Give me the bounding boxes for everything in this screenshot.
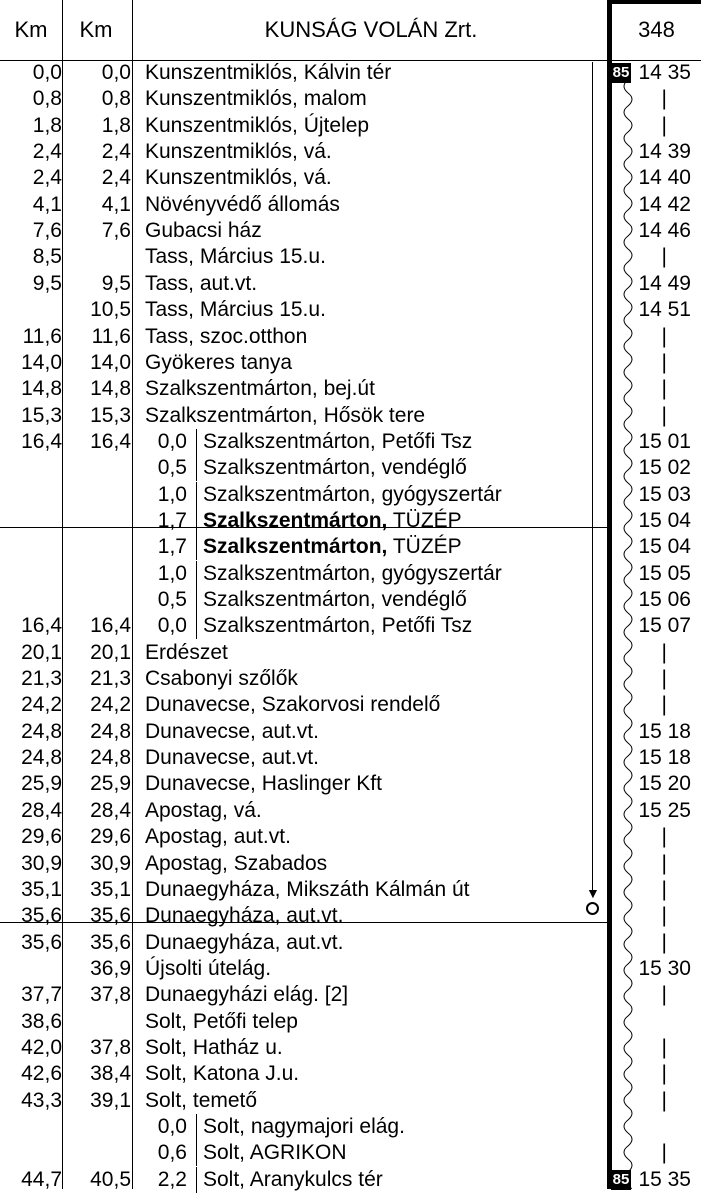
stop-row <box>0 482 610 508</box>
stop-departure-time: 15 20 <box>638 772 691 795</box>
km1-header: Km <box>14 17 48 42</box>
stop-row <box>0 930 610 956</box>
stop-km-branch: 0,5 <box>157 456 187 479</box>
stop-km-branch: 1,0 <box>157 483 187 506</box>
stop-name: Dunaegyházi elág. [2] <box>145 983 349 1006</box>
stop-name: Solt, Hatház u. <box>145 1036 283 1059</box>
stop-km-primary: 14,8 <box>21 377 62 400</box>
stop-km-secondary: 28,4 <box>90 799 131 822</box>
stop-name: Újsolti útelág. <box>145 957 272 980</box>
branch-column-divider <box>196 561 197 587</box>
stop-name-bold: Szalkszentmárton, <box>203 535 388 558</box>
stop-departure-time: 14 39 <box>638 140 691 163</box>
company-header: KUNSÁG VOLÁN Zrt. <box>264 17 478 42</box>
stop-row <box>0 244 610 270</box>
stop-km-branch: 0,5 <box>157 588 187 611</box>
stop-km-secondary: 20,1 <box>90 641 131 664</box>
stop-row <box>0 60 610 86</box>
footnote-85-badge: 85 <box>612 1171 630 1188</box>
stop-km-secondary: 14,8 <box>90 377 131 400</box>
stop-km-primary: 35,6 <box>21 904 62 927</box>
stop-km-secondary: 16,4 <box>90 430 131 453</box>
stop-departure-time: | <box>661 693 667 716</box>
stop-name: Kunszentmiklós, vá. <box>145 140 332 163</box>
stop-departure-time: 15 35 <box>638 1168 691 1191</box>
stop-km-primary: 35,1 <box>21 878 62 901</box>
branch-column-divider <box>196 482 197 508</box>
stop-name: Gyökeres tanya <box>145 351 293 374</box>
stop-departure-time: | <box>661 114 667 137</box>
stop-name: Erdészet <box>145 641 228 664</box>
stop-row <box>0 771 610 797</box>
stop-departure-time: 15 01 <box>638 430 691 453</box>
stop-departure-time: | <box>661 245 667 268</box>
stop-km-branch: 0,0 <box>157 430 187 453</box>
stop-km-primary: 1,8 <box>32 114 62 137</box>
stop-name: Dunavecse, Szakorvosi rendelő <box>145 693 441 716</box>
stop-km-secondary: 37,8 <box>90 1036 131 1059</box>
stop-km-primary: 15,3 <box>21 404 62 427</box>
stop-km-primary: 0,0 <box>32 61 62 84</box>
stop-km-branch: 1,0 <box>157 562 187 585</box>
stop-row <box>0 508 610 534</box>
stop-row <box>0 350 610 376</box>
stop-name: Kunszentmiklós, Újtelep <box>145 114 370 137</box>
stop-km-primary: 24,2 <box>21 693 62 716</box>
stop-departure-time: | <box>661 904 667 927</box>
stop-km-secondary: 24,8 <box>90 720 131 743</box>
stop-departure-time: | <box>661 404 667 427</box>
stop-name: Apostag, Szabados <box>145 852 328 875</box>
stop-name: Dunavecse, aut.vt. <box>145 720 319 743</box>
stop-km-primary: 2,4 <box>32 166 62 189</box>
stop-name: Apostag, aut.vt. <box>145 825 291 848</box>
stop-name: Solt, temető <box>145 1089 258 1112</box>
stop-row <box>0 403 610 429</box>
stop-name: Tass, Március 15.u. <box>145 298 326 321</box>
route-header: 348 <box>638 17 675 42</box>
stop-name: Tass, Március 15.u. <box>145 245 326 268</box>
stop-row <box>0 1114 610 1140</box>
stop-km-secondary: 0,0 <box>101 61 131 84</box>
stop-row <box>0 1088 610 1114</box>
stop-departure-time: 15 06 <box>638 588 691 611</box>
stop-departure-time: | <box>661 1141 667 1164</box>
branch-column-divider <box>196 455 197 481</box>
stop-name: Szalkszentmárton, Petőfi Tsz <box>203 430 473 453</box>
stop-km-secondary: 21,3 <box>90 667 131 690</box>
stop-departure-time: 15 30 <box>638 957 691 980</box>
stop-departure-time: 15 04 <box>638 535 691 558</box>
stop-departure-time: | <box>661 878 667 901</box>
stop-departure-time: 14 51 <box>638 298 691 321</box>
stop-departure-time: 15 18 <box>638 720 691 743</box>
stop-row <box>0 1167 610 1193</box>
stop-name-bold: Szalkszentmárton, <box>203 509 388 532</box>
stop-km-primary: 16,4 <box>21 614 62 637</box>
stop-km-branch: 0,0 <box>157 1115 187 1138</box>
stop-name-rest: TÜZÉP <box>387 509 462 532</box>
stop-name: Kunszentmiklós, malom <box>145 87 367 110</box>
stop-name: Solt, Aranykulcs tér <box>203 1168 383 1191</box>
stop-name: Dunaegyháza, aut.vt. <box>145 931 344 954</box>
stop-km-primary: 42,0 <box>21 1036 62 1059</box>
stop-departure-time: 14 35 <box>638 61 691 84</box>
stop-km-primary: 21,3 <box>21 667 62 690</box>
stop-km-secondary: 4,1 <box>101 193 131 216</box>
stop-name <box>203 508 462 534</box>
stop-row <box>0 692 610 718</box>
branch-column-divider <box>196 429 197 455</box>
stop-row <box>0 1035 610 1061</box>
stop-km-secondary: 11,6 <box>91 325 131 348</box>
stop-row <box>0 1009 610 1035</box>
stop-row <box>0 165 610 191</box>
stop-row <box>0 218 610 244</box>
stop-km-primary: 43,3 <box>21 1089 62 1112</box>
stop-km-primary: 44,7 <box>21 1168 62 1191</box>
stop-km-secondary: 30,9 <box>90 852 131 875</box>
stop-name: Szalkszentmárton, bej.út <box>145 377 375 400</box>
stop-name: Kunszentmiklós, vá. <box>145 166 332 189</box>
stop-name: Dunaegyháza, Mikszáth Kálmán út <box>145 878 470 901</box>
stop-row <box>0 877 610 903</box>
stop-km-branch: 0,6 <box>157 1141 187 1164</box>
stop-row <box>0 613 610 639</box>
branch-column-divider <box>196 534 197 560</box>
stop-km-secondary: 38,4 <box>90 1062 131 1085</box>
stop-km-primary: 29,6 <box>21 825 62 848</box>
stop-row <box>0 719 610 745</box>
stop-km-secondary: 7,6 <box>101 219 131 242</box>
stop-name: Szalkszentmárton, vendéglő <box>203 588 467 611</box>
stop-departure-time: 14 49 <box>638 272 691 295</box>
stop-km-branch: 1,7 <box>157 509 187 532</box>
stop-km-secondary: 25,9 <box>90 772 131 795</box>
stop-departure-time: | <box>661 325 667 348</box>
stop-row <box>0 666 610 692</box>
stop-km-primary: 20,1 <box>21 641 62 664</box>
stop-name: Szalkszentmárton, Hősök tere <box>145 404 426 427</box>
stop-departure-time: | <box>661 931 667 954</box>
stop-row <box>0 376 610 402</box>
stop-row <box>0 86 610 112</box>
stop-departure-time: 14 42 <box>638 193 691 216</box>
stop-km-secondary: 40,5 <box>90 1168 131 1191</box>
stop-km-secondary: 35,6 <box>90 931 131 954</box>
stop-km-primary: 11,6 <box>22 325 62 348</box>
stop-name <box>203 534 462 560</box>
stop-departure-time: | <box>661 825 667 848</box>
stop-km-secondary: 2,4 <box>101 166 131 189</box>
stop-km-primary: 8,5 <box>32 245 62 268</box>
stop-km-secondary: 15,3 <box>90 404 131 427</box>
stop-km-primary: 30,9 <box>21 852 62 875</box>
stop-name: Csabonyi szőlők <box>145 667 298 690</box>
stop-name: Szalkszentmárton, vendéglő <box>203 456 467 479</box>
stop-row <box>0 455 610 481</box>
stop-departure-time: | <box>661 641 667 664</box>
stop-km-secondary: 24,8 <box>90 746 131 769</box>
stop-km-primary: 0,8 <box>32 87 62 110</box>
branch-column-divider <box>196 508 197 534</box>
stop-row <box>0 113 610 139</box>
stop-row <box>0 1140 610 1166</box>
stop-row <box>0 956 610 982</box>
stop-name: Szalkszentmárton, Petőfi Tsz <box>203 614 473 637</box>
stop-departure-time: 15 04 <box>638 509 691 532</box>
stop-departure-time: | <box>661 1089 667 1112</box>
stop-name: Dunaegyháza, aut.vt. <box>145 904 344 927</box>
stop-km-primary: 7,6 <box>32 219 62 242</box>
stop-row <box>0 324 610 350</box>
stop-name: Apostag, vá. <box>145 799 262 822</box>
stop-km-primary: 35,6 <box>21 931 62 954</box>
stop-km-secondary: 9,5 <box>101 272 131 295</box>
stop-name: Tass, szoc.otthon <box>145 325 308 348</box>
stop-row <box>0 297 610 323</box>
stop-departure-time: 15 03 <box>638 483 691 506</box>
stop-departure-time: | <box>661 1062 667 1085</box>
stop-km-primary: 14,0 <box>21 351 62 374</box>
stop-km-secondary: 36,9 <box>90 957 131 980</box>
stop-km-branch: 1,7 <box>157 535 187 558</box>
branch-column-divider <box>196 1114 197 1140</box>
stop-name: Solt, Katona J.u. <box>145 1062 300 1085</box>
stop-departure-time: 15 07 <box>638 614 691 637</box>
stop-km-secondary: 16,4 <box>90 614 131 637</box>
stop-km-primary: 24,8 <box>21 720 62 743</box>
stop-km-branch: 0,0 <box>157 614 187 637</box>
stop-km-secondary: 1,8 <box>101 114 131 137</box>
stop-name: Gubacsi ház <box>145 219 262 242</box>
stop-departure-time: 14 46 <box>638 219 691 242</box>
stop-km-secondary: 24,2 <box>90 693 131 716</box>
stop-departure-time: 14 40 <box>638 166 691 189</box>
stop-name: Növényvédő állomás <box>145 193 340 216</box>
stop-row <box>0 139 610 165</box>
stop-departure-time: 15 02 <box>638 456 691 479</box>
stop-row <box>0 798 610 824</box>
branch-column-divider <box>196 1167 197 1193</box>
stop-row <box>0 534 610 560</box>
stop-km-primary: 42,6 <box>21 1062 62 1085</box>
stop-name-rest: TÜZÉP <box>387 535 462 558</box>
stop-km-secondary: 14,0 <box>90 351 131 374</box>
stop-row <box>0 192 610 218</box>
stop-departure-time: | <box>661 667 667 690</box>
stop-km-primary: 25,9 <box>21 772 62 795</box>
stop-departure-time: | <box>661 1036 667 1059</box>
stop-name: Solt, nagymajori elág. <box>203 1115 405 1138</box>
stop-km-primary: 24,8 <box>21 746 62 769</box>
stop-km-primary: 2,4 <box>32 140 62 163</box>
stop-row <box>0 745 610 771</box>
stop-name: Szalkszentmárton, gyógyszertár <box>203 562 502 585</box>
stop-departure-time: | <box>661 351 667 374</box>
stop-name: Kunszentmiklós, Kálvin tér <box>145 61 392 84</box>
stop-km-secondary: 0,8 <box>101 87 131 110</box>
stop-km-secondary: 37,8 <box>90 983 131 1006</box>
stop-km-primary: 37,7 <box>21 983 62 1006</box>
stop-km-primary: 4,1 <box>32 193 62 216</box>
stop-row <box>0 982 610 1008</box>
stop-row <box>0 640 610 666</box>
stop-km-secondary: 2,4 <box>101 140 131 163</box>
stop-departure-time: 15 05 <box>638 562 691 585</box>
stop-row <box>0 851 610 877</box>
stop-row <box>0 903 610 929</box>
stop-km-secondary: 10,5 <box>90 298 131 321</box>
stop-km-secondary: 35,6 <box>90 904 131 927</box>
stop-km-primary: 9,5 <box>32 272 62 295</box>
stop-km-primary: 38,6 <box>21 1010 62 1033</box>
stop-row <box>0 429 610 455</box>
stop-departure-time: 15 18 <box>638 746 691 769</box>
branch-column-divider <box>196 613 197 639</box>
stop-row <box>0 561 610 587</box>
stop-departure-time: | <box>661 852 667 875</box>
stop-km-primary: 16,4 <box>21 430 62 453</box>
stop-km-secondary: 35,1 <box>90 878 131 901</box>
stop-name: Dunavecse, Haslinger Kft <box>145 772 382 795</box>
km2-header: Km <box>79 17 113 42</box>
stop-row <box>0 1061 610 1087</box>
stop-km-secondary: 29,6 <box>90 825 131 848</box>
stop-name: Solt, AGRIKON <box>203 1141 347 1164</box>
stop-name: Dunavecse, aut.vt. <box>145 746 319 769</box>
stop-departure-time: | <box>661 377 667 400</box>
direction-arrow-icon: ▼ <box>586 885 600 901</box>
stop-km-primary: 28,4 <box>21 799 62 822</box>
branch-column-divider <box>196 587 197 613</box>
stop-departure-time: | <box>661 87 667 110</box>
stop-departure-time: | <box>661 983 667 1006</box>
branch-column-divider <box>196 1140 197 1166</box>
stop-name: Tass, aut.vt. <box>145 272 258 295</box>
stop-km-secondary: 39,1 <box>90 1089 131 1112</box>
stop-name: Szalkszentmárton, gyógyszertár <box>203 483 502 506</box>
stop-name: Solt, Petőfi telep <box>145 1010 298 1033</box>
stop-row <box>0 824 610 850</box>
stop-departure-time: 15 25 <box>638 799 691 822</box>
stop-row <box>0 271 610 297</box>
footnote-85-badge: 85 <box>612 64 630 81</box>
stop-km-branch: 2,2 <box>157 1168 187 1191</box>
stop-row <box>0 587 610 613</box>
